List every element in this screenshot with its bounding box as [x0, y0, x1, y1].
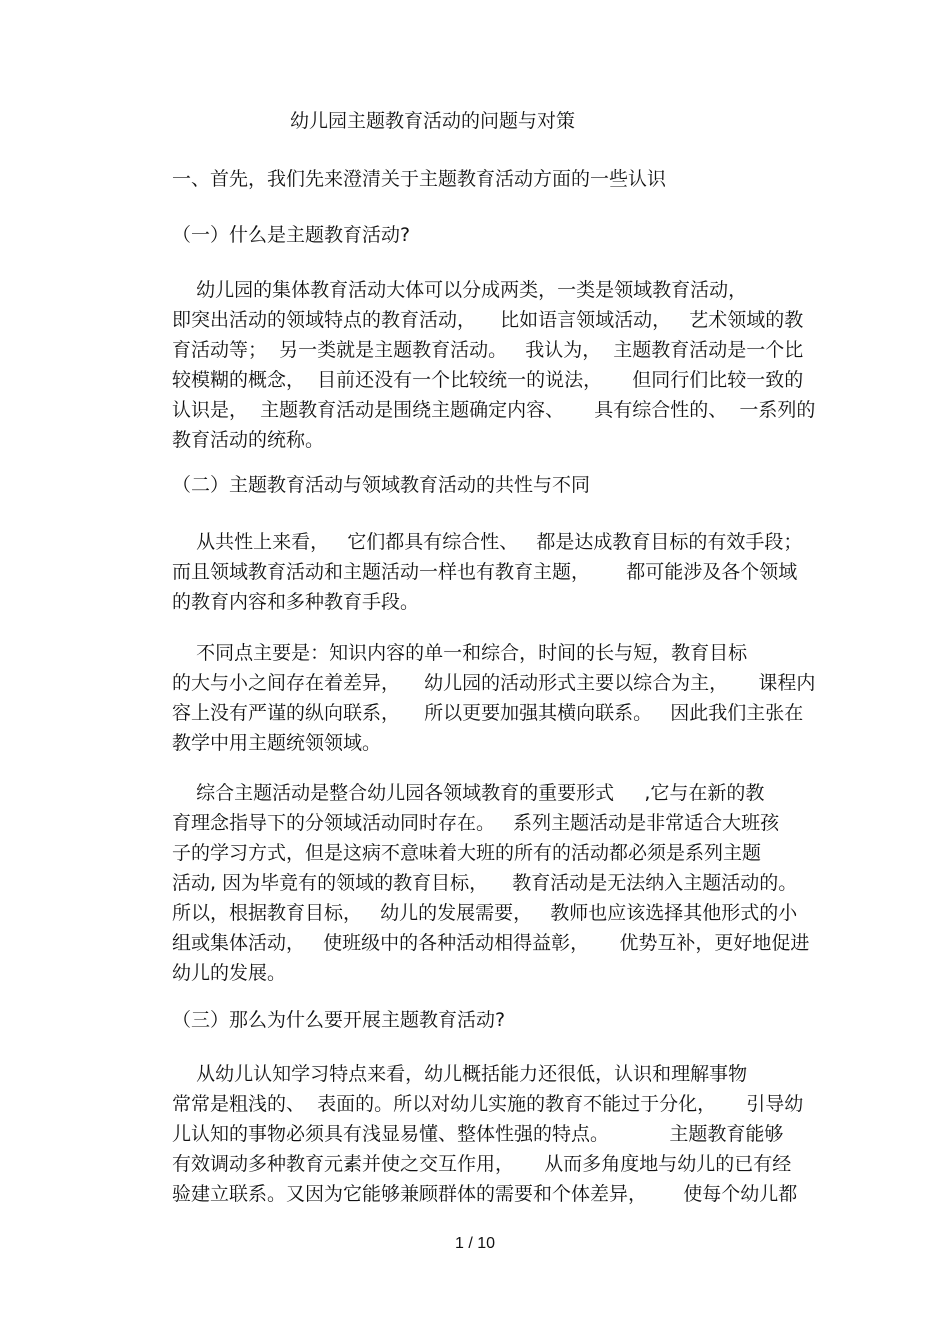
paragraph-line: 从幼儿认知学习特点来看，幼儿概括能力还很低，认识和理解事物	[172, 1063, 748, 1085]
paragraph-line: 的大与小之间存在着差异， 幼儿园的活动形式主要以综合为主， 课程内	[172, 672, 816, 694]
paragraph-line: 常常是粗浅的、 表面的。所以对幼儿实施的教育不能过于分化， 引导幼	[172, 1093, 804, 1115]
paragraph-line: 教学中用主题统领领域。	[172, 732, 382, 754]
paragraph-line: 幼儿的发展。	[172, 962, 287, 984]
paragraph-line: 儿认知的事物必须具有浅显易懂、整体性强的特点。 主题教育能够	[172, 1123, 784, 1145]
paragraph-line: 容上没有严谨的纵向联系， 所以更要加强其横向联系。 因此我们主张在	[172, 702, 804, 724]
paragraph-differences	[172, 638, 852, 758]
paragraph-line: 验建立联系。又因为它能够兼顾群体的需要和个体差异， 使每个幼儿都	[172, 1183, 798, 1205]
paragraph-line: 较模糊的概念， 目前还没有一个比较统一的说法， 但同行们比较一致的	[172, 369, 804, 391]
paragraph-definition	[172, 275, 852, 455]
subsection-heading-why: （三）那么为什么要开展主题教育活动?	[172, 1009, 506, 1031]
paragraph-line: 不同点主要是：知识内容的单一和综合，时间的长与短，教育目标	[172, 642, 748, 664]
paragraph-line: 的教育内容和多种教育手段。	[172, 591, 420, 613]
paragraph-line: 而且领域教育活动和主题活动一样也有教育主题， 都可能涉及各个领域	[172, 561, 798, 583]
paragraph-line: 育理念指导下的分领域活动同时存在。 系列主题活动是非常适合大班孩	[172, 812, 780, 834]
paragraph-line: 认识是， 主题教育活动是围绕主题确定内容、 具有综合性的、 一系列的	[172, 399, 816, 421]
paragraph-commonality	[172, 527, 852, 617]
subsection-heading-commonality: （二）主题教育活动与领域教育活动的共性与不同	[172, 474, 591, 496]
document-title: 幼儿园主题教育活动的问题与对策	[290, 110, 576, 132]
paragraph-line: 教育活动的统称。	[172, 429, 325, 451]
section-heading-1: 一、首先，我们先来澄清关于主题教育活动方面的一些认识	[172, 168, 667, 190]
paragraph-line: 组或集体活动， 使班级中的各种活动相得益彰， 优势互补，更好地促进	[172, 932, 810, 954]
paragraph-integration	[172, 778, 852, 988]
paragraph-line: 活动, 因为毕竟有的领域的教育目标， 教育活动是无法纳入主题活动的。	[172, 872, 798, 894]
paragraph-line: 所以，根据教育目标， 幼儿的发展需要， 教师也应该选择其他形式的小	[172, 902, 798, 924]
paragraph-why	[172, 1059, 852, 1209]
paragraph-line: 即突出活动的领域特点的教育活动， 比如语言领域活动， 艺术领域的教	[172, 309, 804, 331]
subsection-heading-what-is: （一）什么是主题教育活动?	[172, 224, 411, 246]
paragraph-line: 综合主题活动是整合幼儿园各领域教育的重要形式 ,它与在新的教	[172, 782, 765, 804]
paragraph-line: 有效调动多种教育元素并使之交互作用， 从而多角度地与幼儿的已有经	[172, 1153, 792, 1175]
paragraph-line: 从共性上来看， 它们都具有综合性、 都是达成教育目标的有效手段；	[172, 531, 803, 553]
paragraph-line: 子的学习方式，但是这病不意味着大班的所有的活动都必须是系列主题	[172, 842, 762, 864]
paragraph-line: 幼儿园的集体教育活动大体可以分成两类，一类是领域教育活动，	[172, 279, 748, 301]
paragraph-line: 育活动等； 另一类就是主题教育活动。 我认为， 主题教育活动是一个比	[172, 339, 804, 361]
page-number: 1 / 10	[454, 1235, 496, 1252]
